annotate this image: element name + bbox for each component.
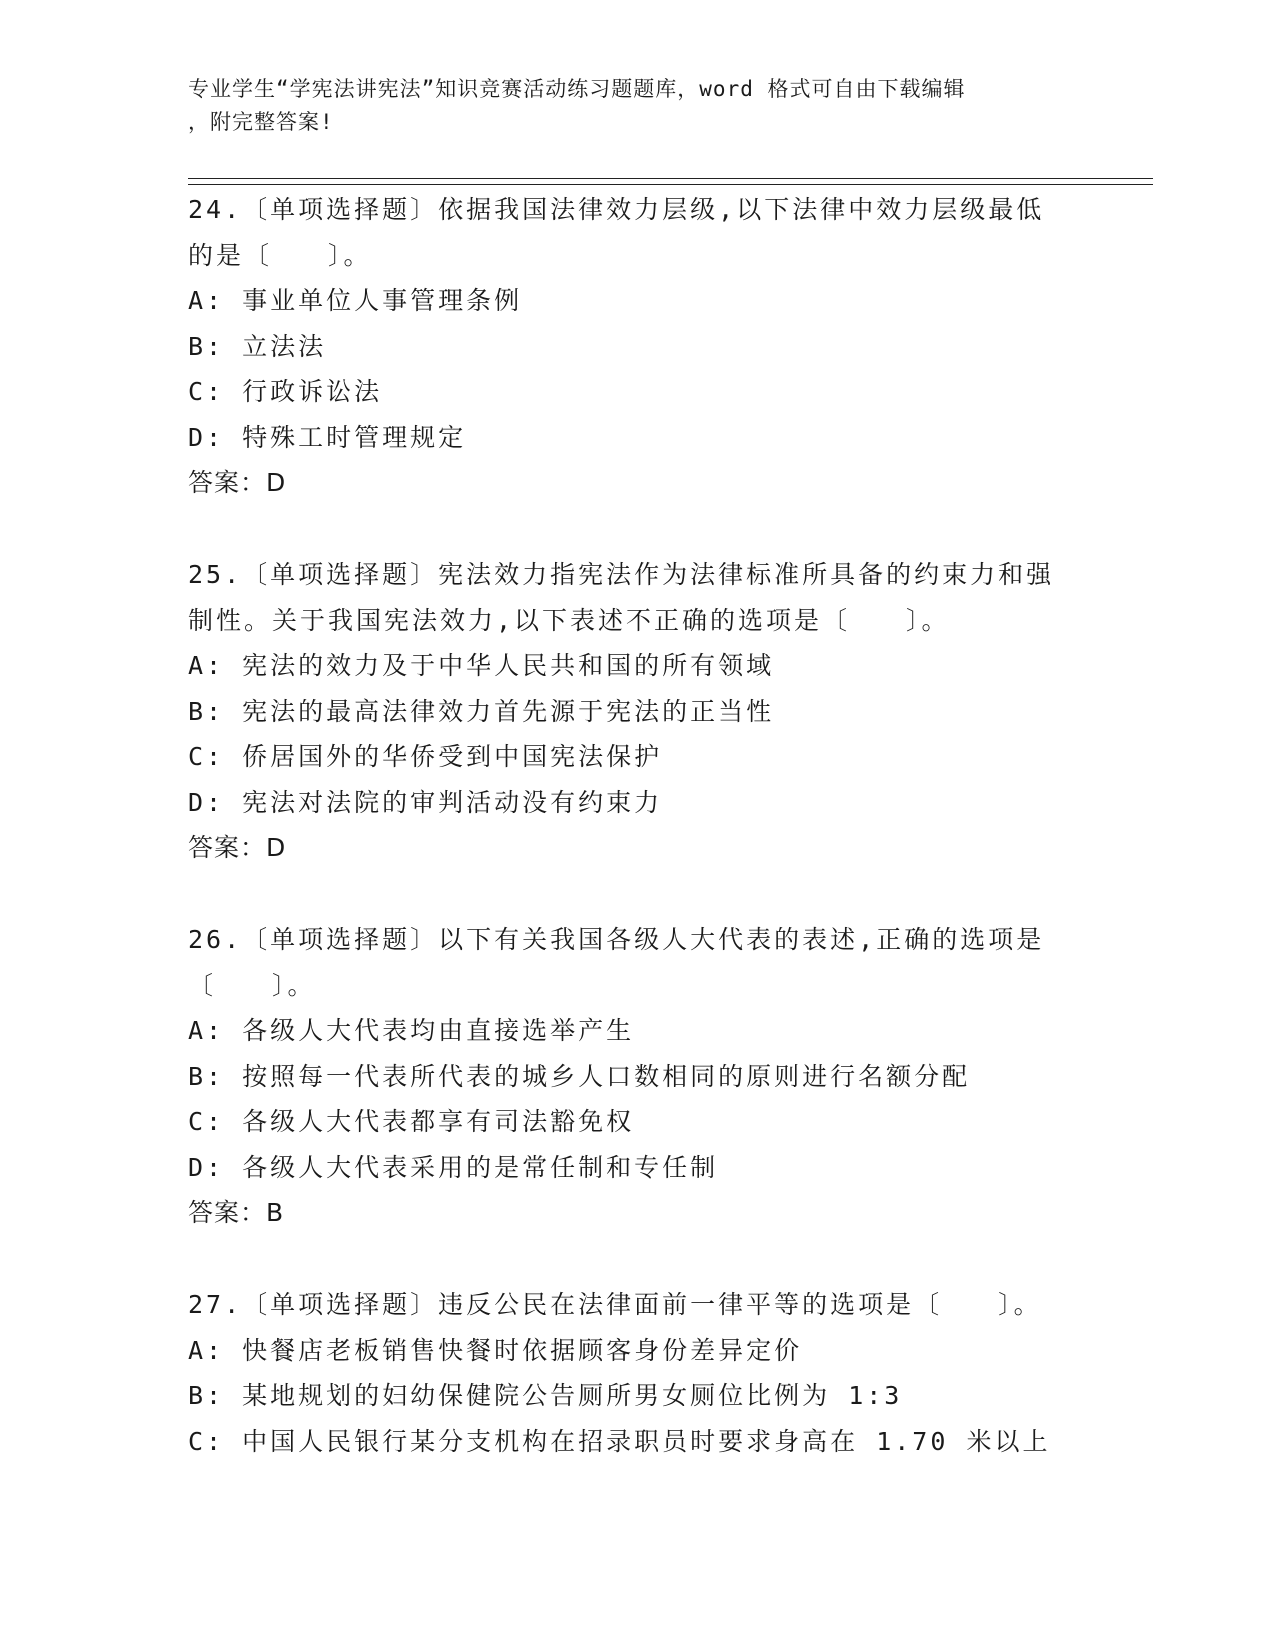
option-b: B: 某地规划的妇幼保健院公告厕所男女厕位比例为 1:3 xyxy=(188,1381,903,1410)
option-c: C: 中国人民银行某分支机构在招录职员时要求身高在 1.70 米以上 xyxy=(188,1426,1051,1456)
option-b: B: 立法法 xyxy=(188,331,327,361)
question-24 xyxy=(188,187,1088,506)
option-a: A: 宪法的效力及于中华人民共和国的所有领域 xyxy=(188,651,775,680)
question-27 xyxy=(188,1282,1088,1464)
question-stem-line: 的是〔 〕。 xyxy=(188,240,372,270)
header-divider-top xyxy=(188,178,1153,179)
option-d: D: 宪法对法院的审判活动没有约束力 xyxy=(188,787,663,817)
header-line-2: ，附完整答案! xyxy=(188,110,334,134)
option-b: B: 宪法的最高法律效力首先源于宪法的正当性 xyxy=(188,696,775,726)
question-stem-line: 27.〔单项选择题〕违反公民在法律面前一律平等的选项是〔 〕。 xyxy=(188,1290,1042,1319)
question-stem-line: 制性。关于我国宪法效力,以下表述不正确的选项是〔 〕。 xyxy=(188,605,950,635)
question-stem-line: 25.〔单项选择题〕宪法效力指宪法作为法律标准所具备的约束力和强 xyxy=(188,560,1055,589)
option-d: D: 特殊工时管理规定 xyxy=(188,422,467,452)
question-25 xyxy=(188,552,1088,871)
answer-label: 答案：D xyxy=(188,468,287,497)
document-header xyxy=(188,73,1088,139)
answer-label: 答案：B xyxy=(188,1198,285,1227)
option-c: C: 侨居国外的华侨受到中国宪法保护 xyxy=(188,742,663,771)
header-divider-bottom xyxy=(188,184,1153,185)
question-26 xyxy=(188,917,1088,1236)
option-b: B: 按照每一代表所代表的城乡人口数相同的原则进行名额分配 xyxy=(188,1061,971,1091)
option-a: A: 快餐店老板销售快餐时依据顾客身份差异定价 xyxy=(188,1335,803,1365)
option-c: C: 各级人大代表都享有司法豁免权 xyxy=(188,1107,635,1136)
header-line-1: 专业学生“学宪法讲宪法”知识竞赛活动练习题题库，word 格式可自由下载编辑 xyxy=(188,77,966,101)
question-stem-line: 〔 〕。 xyxy=(188,970,316,1000)
answer-label: 答案：D xyxy=(188,833,287,862)
option-c: C: 行政诉讼法 xyxy=(188,377,383,406)
question-stem-line: 24.〔单项选择题〕依据我国法律效力层级,以下法律中效力层级最低 xyxy=(188,195,1045,224)
option-d: D: 各级人大代表采用的是常任制和专任制 xyxy=(188,1152,719,1182)
option-a: A: 各级人大代表均由直接选举产生 xyxy=(188,1016,635,1045)
question-stem-line: 26.〔单项选择题〕以下有关我国各级人大代表的表述,正确的选项是 xyxy=(188,925,1045,954)
option-a: A: 事业单位人事管理条例 xyxy=(188,286,523,315)
